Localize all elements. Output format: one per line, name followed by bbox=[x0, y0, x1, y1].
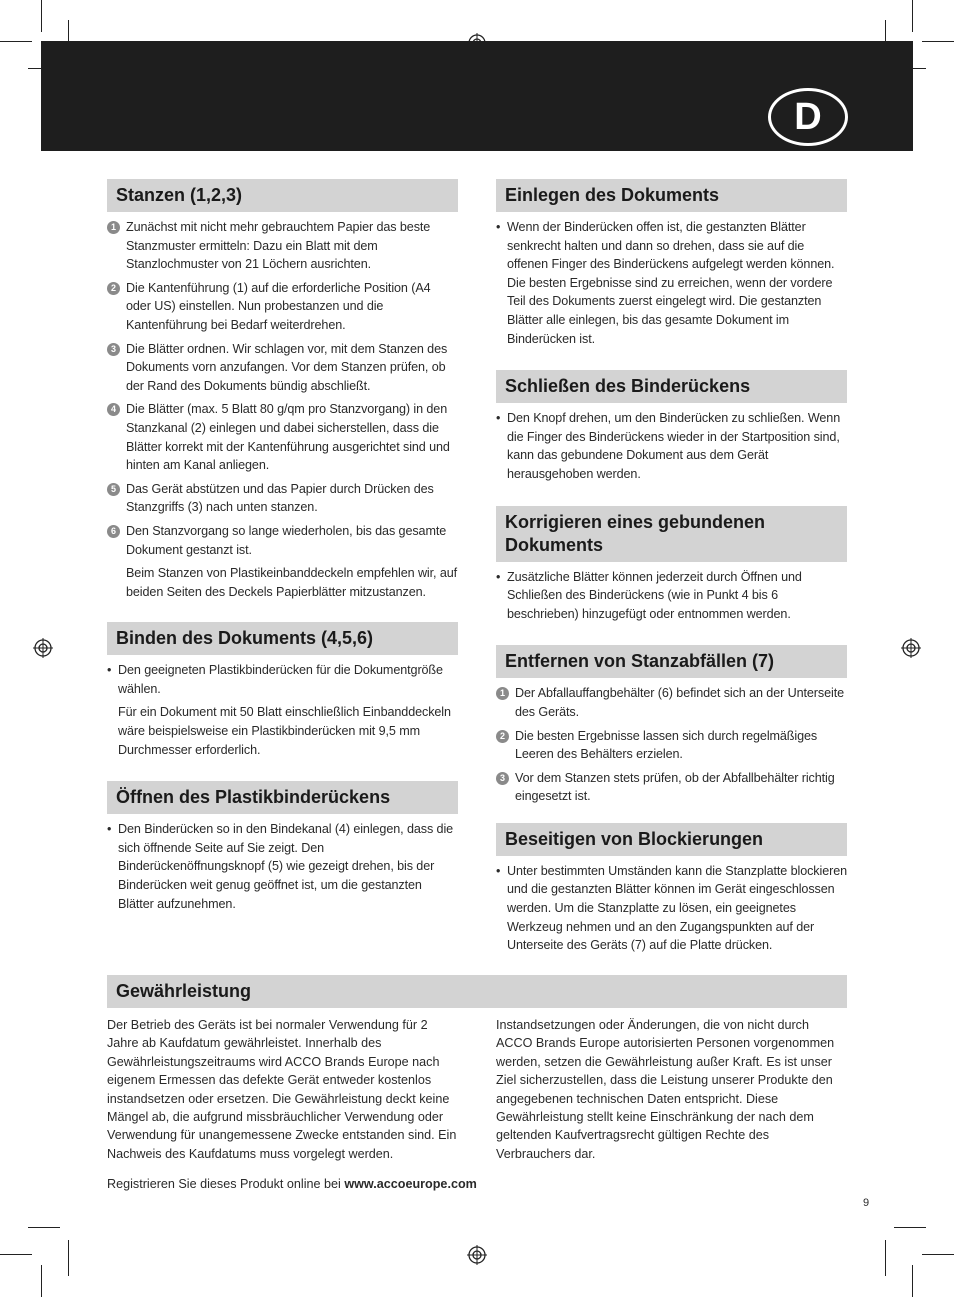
section-heading: Korrigieren eines gebundenen Dokuments bbox=[496, 506, 847, 562]
bullet-text: • Den Binderücken so in den Bindekanal (4) einlegen, dass die sich öffnende Seite auf Sie zeigt. Den Binderückenöffnungsknopf (5) wie gezeigt drehen, bis der Binderücken weit genug geöffnet ist, um die gestanzten Blätter aufzunehmen. bbox=[107, 820, 458, 913]
section-heading: Schließen des Binderückens bbox=[496, 370, 847, 403]
crop-mark bbox=[922, 1254, 954, 1255]
section-warranty bbox=[107, 975, 847, 1163]
crop-mark bbox=[41, 0, 42, 32]
step-number: 5 bbox=[107, 483, 120, 496]
list-item bbox=[107, 218, 458, 274]
note-text: Für ein Dokument mit 50 Blatt einschließlich Einbanddeckeln wäre beispielsweise ein Plastikbinderücken mit 9,5 mm Durchmesser erforderlich. bbox=[118, 705, 451, 757]
step-number: 3 bbox=[107, 343, 120, 356]
step-text: Zunächst mit nicht mehr gebrauchtem Papier das beste Stanzmuster ermitteln: Dazu ein Blatt mit dem Stanzlochmuster von 21 Löchern ausrichten. bbox=[126, 220, 431, 272]
step-number: 1 bbox=[107, 221, 120, 234]
crop-mark bbox=[894, 1227, 926, 1228]
register-link[interactable]: www.accoeurope.com bbox=[344, 1177, 477, 1191]
bullet-text: • Den Knopf drehen, um den Binderücken zu schließen. Wenn die Finger des Binderückens wieder in der Startposition sind, kann das gebundene Dokument aus dem Gerät herausgehoben werden. bbox=[496, 409, 847, 483]
registration-mark-icon bbox=[33, 638, 53, 658]
step-number: 3 bbox=[496, 772, 509, 785]
step-text: Die besten Ergebnisse lassen sich durch regelmäßiges Leeren des Behälters erzielen. bbox=[515, 728, 818, 762]
crop-mark bbox=[885, 1240, 886, 1276]
step-text: Die Kantenführung (1) auf die erforderliche Position (A4 oder US) einstellen. Nun probestanzen und die Kantenführung bei Bedarf weiterdrehen. bbox=[126, 280, 431, 332]
step-number: 4 bbox=[107, 403, 120, 416]
section-heading: Beseitigen von Blockierungen bbox=[496, 823, 847, 856]
list-item bbox=[496, 684, 847, 721]
bullet-text: • Den geeigneten Plastikbinderücken für die Dokumentgröße wählen. bbox=[107, 661, 458, 698]
list-item bbox=[107, 279, 458, 335]
section-einlegen bbox=[496, 179, 847, 348]
crop-mark bbox=[912, 0, 913, 32]
section-blockierungen bbox=[496, 823, 847, 955]
section-heading: Gewährleistung bbox=[107, 975, 847, 1008]
crop-mark bbox=[68, 1240, 69, 1276]
list-item bbox=[107, 522, 458, 559]
section-korrigieren bbox=[496, 506, 847, 624]
register-line bbox=[107, 1177, 477, 1191]
step-text: Der Abfallauffangbehälter (6) befindet sich an der Unterseite des Geräts. bbox=[515, 686, 845, 719]
section-heading: Stanzen (1,2,3) bbox=[107, 179, 458, 212]
step-number: 1 bbox=[496, 687, 509, 700]
registration-mark-icon bbox=[467, 1245, 487, 1265]
note-text: Beim Stanzen von Plastikeinbanddeckeln empfehlen wir, auf beiden Seiten des Deckels Papierblätter mitzustanzen. bbox=[126, 566, 458, 599]
list-item bbox=[107, 400, 458, 474]
bullet-text: • Zusätzliche Blätter können jederzeit durch Öffnen und Schließen des Binderückens (wie in Punkt 4 bis 6 beschrieben) hinzugefügt oder entnommen werden. bbox=[496, 568, 847, 624]
crop-mark bbox=[922, 41, 954, 42]
section-entfernen bbox=[496, 645, 847, 806]
page-number: 9 bbox=[863, 1197, 870, 1209]
bullet-text: • Unter bestimmten Umständen kann die Stanzplatte blockieren und die gestanzten Blätter können im Gerät eingeschlossen werden. Um die Stanzplatte zu lösen, ein geeignetes Werkzeug nehmen und an den Zugangspunkten auf der Unterseite des Geräts (7) auf die Platte drücken. bbox=[496, 862, 847, 955]
list-item bbox=[107, 480, 458, 517]
list-item bbox=[496, 727, 847, 764]
crop-mark bbox=[912, 1265, 913, 1297]
step-text: Das Gerät abstützen und das Papier durch Drücken des Stanzgriffs (3) nach unten stanzen. bbox=[126, 481, 434, 515]
list-item bbox=[107, 340, 458, 396]
section-heading: Öffnen des Plastikbinderückens bbox=[107, 781, 458, 814]
crop-mark bbox=[28, 1227, 60, 1228]
section-schliessen bbox=[496, 370, 847, 483]
list-item bbox=[496, 769, 847, 806]
section-stanzen bbox=[107, 179, 458, 601]
language-badge: D bbox=[768, 88, 848, 146]
step-text: Den Stanzvorgang so lange wiederholen, bis das gesamte Dokument gestanzt ist. bbox=[126, 523, 447, 557]
bullet-text: • Wenn der Binderücken offen ist, die gestanzten Blätter senkrecht halten und dann so drehen, dass sie auf die offenen Finger des Binderückens aufgelegt werden können. Die besten Ergebnisse sind zu erreichen, wenn der vordere Teil des Dokuments zuerst eingelegt wird. Die gestanzten Blätter alle einlegen, bis das gesamte Dokument im Binderücken ist. bbox=[496, 218, 847, 348]
section-heading: Einlegen des Dokuments bbox=[496, 179, 847, 212]
register-text: Registrieren Sie dieses Produkt online bei bbox=[107, 1177, 345, 1191]
crop-mark bbox=[0, 1254, 32, 1255]
step-number: 2 bbox=[107, 282, 120, 295]
section-heading: Entfernen von Stanzabfällen (7) bbox=[496, 645, 847, 678]
step-text: Die Blätter ordnen. Wir schlagen vor, mit dem Stanzen des Dokuments vorn anzufangen. Vor dem Stanzen prüfen, ob der Rand des Dokuments bündig abschließt. bbox=[126, 341, 448, 393]
crop-mark bbox=[0, 41, 32, 42]
crop-mark bbox=[41, 1265, 42, 1297]
section-oeffnen bbox=[107, 781, 458, 913]
step-text: Vor dem Stanzen stets prüfen, ob der Abfallbehälter richtig eingesetzt ist. bbox=[515, 770, 835, 804]
warranty-text-left: Der Betrieb des Geräts ist bei normaler Verwendung für 2 Jahre ab Kaufdatum gewährleistet. Innerhalb des Gewährleistungszeitraums wird ACCO Brands Europe nach eigenem Ermessen das defekte Gerät entweder kostenlos instandsetzen oder ersetzen. Die Gewährleistung deckt keine Mängel ab, die aufgrund missbräuchlicher Verwendung oder Verwendung für unangemessene Zwecke entstanden sind. Ein Nachweis des Kaufdatums muss vorgelegt werden. bbox=[107, 1018, 457, 1161]
warranty-text-right: Instandsetzungen oder Änderungen, die von nicht durch ACCO Brands Europe autorisierten Personen vorgenommen werden, setzen die Gewährleistung außer Kraft. Es ist unser Ziel sicherzustellen, dass die Leistung unserer Produkte den angegebenen technischen Daten entspricht. Diese Gewährleistung stellt keine Einschränkung der nach dem geltenden Kaufvertragsrecht gültigen Rechte des Verbrauchers dar. bbox=[496, 1018, 835, 1161]
left-column bbox=[107, 179, 458, 913]
section-heading: Binden des Dokuments (4,5,6) bbox=[107, 622, 458, 655]
step-number: 2 bbox=[496, 730, 509, 743]
step-text: Die Blätter (max. 5 Blatt 80 g/qm pro Stanzvorgang) in den Stanzkanal (2) einlegen und dabei sicherstellen, dass die Blätter korrekt mit der Kantenführung ausgerichtet sind und hinten am Kanal anliegen. bbox=[126, 402, 450, 473]
registration-mark-icon bbox=[901, 638, 921, 658]
step-number: 6 bbox=[107, 525, 120, 538]
right-column bbox=[496, 179, 847, 955]
section-binden bbox=[107, 622, 458, 759]
